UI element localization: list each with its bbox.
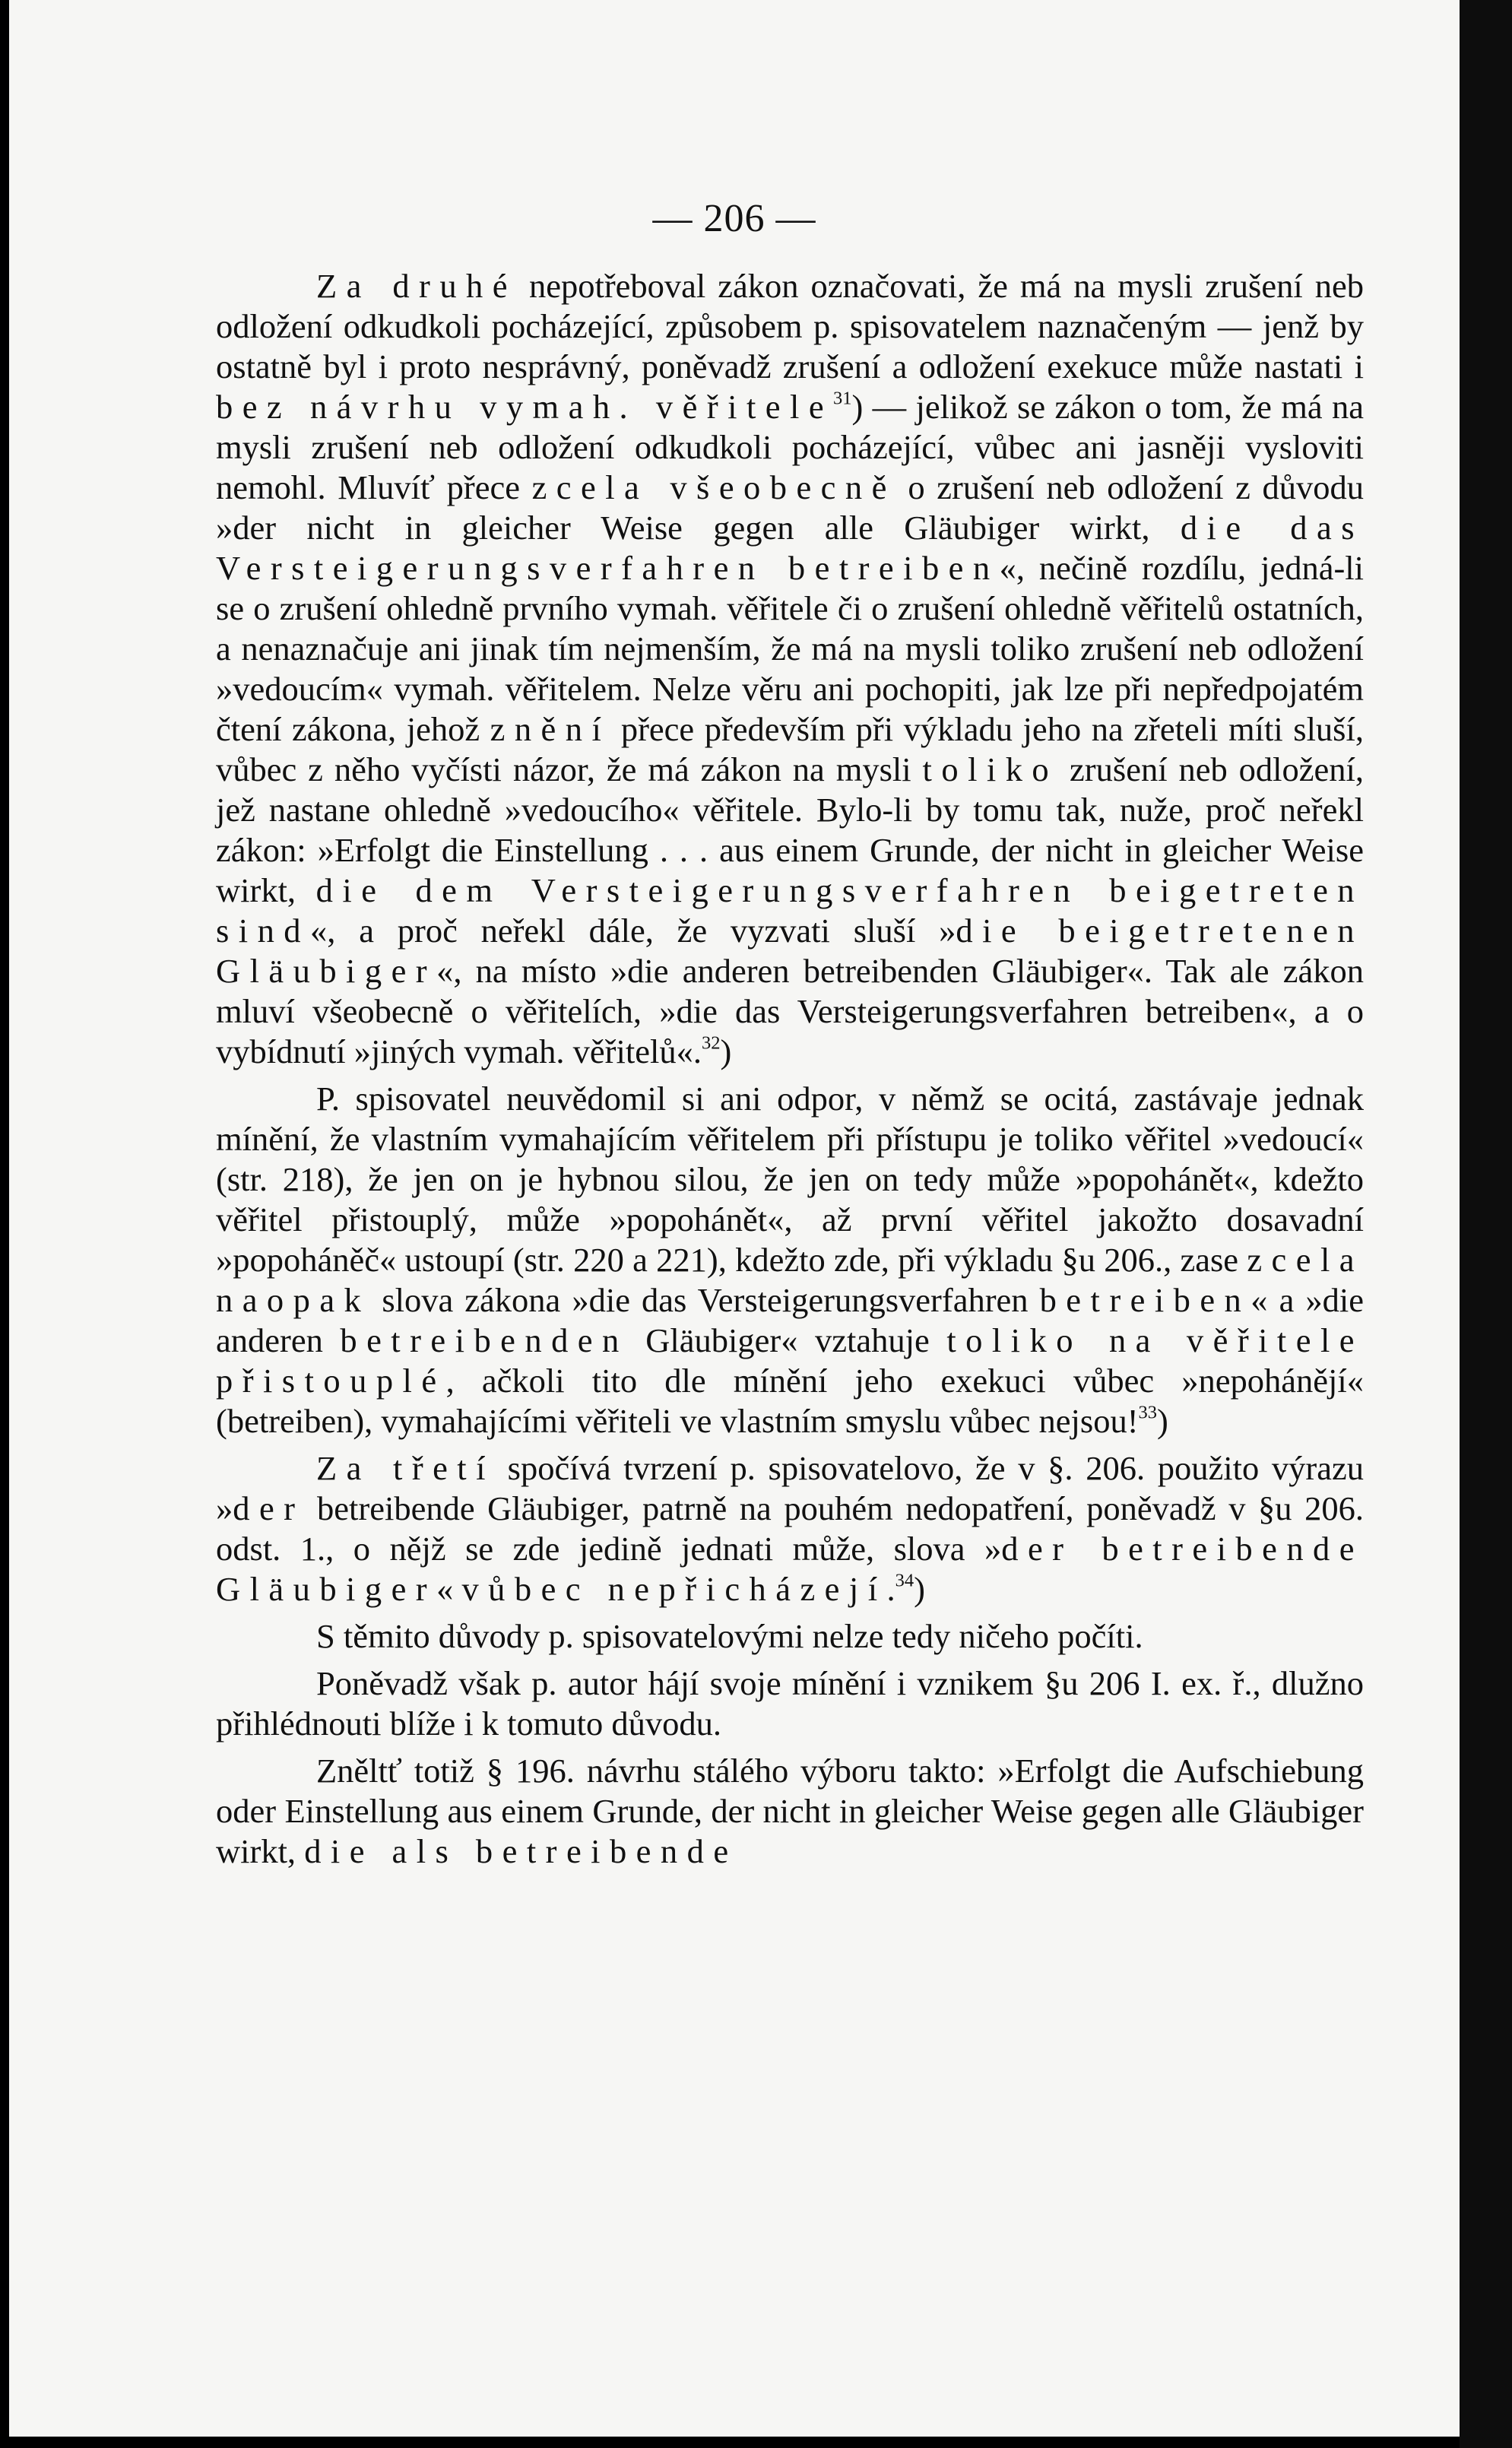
body-text bbox=[216, 266, 1364, 1879]
footnote-ref: 33 bbox=[1138, 1402, 1158, 1423]
text-run: «, nečině rozdílu, jedná-li se o zrušení ohledně prvního vymah. věřitele či o zrušení ohledně věřitelů ostatních, a nenaznačuje ani jinak tím nejmenším, že má na mysli toliko zrušení neb odložení »vedoucím« vymah. věřitelem. Nelze věru ani pochopiti, jak lze při nepředpojatém čtení zákona, jehož bbox=[216, 549, 1364, 748]
text-run: spočívá tvrzení p. spisovatelovo, že v §. 206. použito výrazu » bbox=[216, 1449, 1364, 1527]
footnote-ref: 32 bbox=[701, 1032, 721, 1054]
text-run: ) — jelikož se zákon o tom, že má na mysli zrušení neb odložení odkudkoli pocházející, vůbec ani jasněji vysloviti nemohl. Mluvíť přece bbox=[216, 388, 1364, 506]
text-run: Poněvadž však p. autor hájí svoje mínění i vznikem §u 206 I. ex. ř., dlužno přihlédnouti blíže i k tomuto důvodu. bbox=[216, 1664, 1364, 1742]
spaced-emphasis: der betreibende Gläubiger bbox=[216, 1530, 1364, 1608]
paragraph-p3 bbox=[216, 1448, 1364, 1609]
paragraph-p2 bbox=[216, 1079, 1364, 1441]
spaced-emphasis: vůbec nepřicházejí bbox=[461, 1570, 887, 1608]
footnote-ref: 31 bbox=[833, 388, 852, 409]
spaced-emphasis: die beigetretenen Gläubiger bbox=[216, 912, 1365, 990]
spaced-emphasis: die das Versteigerungsverfahren betreiben bbox=[216, 509, 1364, 587]
spaced-emphasis: toliko na věřitele přistouplé bbox=[216, 1321, 1364, 1400]
text-run: přece především při výkladu jeho na zřeteli míti sluší, vůbec z něho vyčísti názor, že má zákon na mysli bbox=[216, 710, 1364, 788]
spaced-emphasis: bez návrhu vymah. věřitele bbox=[216, 388, 834, 426]
spaced-emphasis: Za třetí bbox=[316, 1449, 495, 1487]
scan-border bbox=[1460, 0, 1512, 2448]
text-run: ) bbox=[1157, 1402, 1168, 1440]
paragraph-p6 bbox=[216, 1751, 1364, 1872]
text-run: Gläubiger« vztahuje bbox=[628, 1321, 947, 1359]
book-page bbox=[9, 0, 1460, 2437]
paragraph-p5 bbox=[216, 1663, 1364, 1744]
page-number: — 206 — bbox=[652, 197, 816, 240]
spaced-emphasis: die dem Versteigerungsverfahren beigetreten sind bbox=[216, 871, 1364, 950]
text-run: zrušení neb odložení, jež nastane ohledně »vedoucího« věřitele. Bylo-li by tomu tak, nuže, proč neřekl zákon: »Erfolgt die Einstellung . . . aus einem Grunde, der nicht in gleicher Weise wirkt, bbox=[216, 750, 1365, 909]
paragraph-p4 bbox=[216, 1616, 1364, 1657]
text-run: « a »die anderen bbox=[216, 1281, 1365, 1359]
paragraph-p1 bbox=[216, 266, 1364, 1072]
spaced-emphasis: Za druhé bbox=[316, 267, 517, 305]
spaced-emphasis: betreibenden bbox=[340, 1321, 629, 1359]
text-run: o zrušení neb odložení z důvodu »der nicht in gleicher Weise gegen alle Gläubiger wirkt, bbox=[216, 468, 1365, 547]
spaced-emphasis: zcela naopak bbox=[216, 1241, 1364, 1319]
text-run: S těmito důvody p. spisovatelovými nelze tedy ničeho počíti. bbox=[316, 1617, 1143, 1655]
spaced-emphasis: toliko bbox=[922, 750, 1059, 788]
text-run: Zněltť totiž § 196. návrhu stálého výboru takto: »Erfolgt die Aufschiebung oder Einstellung aus einem Grunde, der nicht in gleicher Weise gegen alle Gläubiger wirkt, bbox=[216, 1752, 1364, 1870]
text-run: nepotřeboval zákon označovati, že má na mysli zrušení neb odložení odkudkoli pocházející, způsobem p. spisovatelem naznačeným — jenž by ostatně byl i proto nesprávný, poněvadž zrušení a odložení exekuce může nastati i bbox=[216, 267, 1364, 385]
spaced-emphasis: der bbox=[233, 1489, 305, 1527]
spaced-emphasis: betreiben bbox=[1039, 1281, 1251, 1319]
text-run: ) bbox=[914, 1570, 925, 1608]
spaced-emphasis: zcela všeobecně bbox=[531, 468, 896, 506]
spaced-emphasis: znění bbox=[490, 710, 611, 748]
text-run: betreibende Gläubiger, patrně na pouhém nedopatření, poněvadž v §u 206. odst. 1., o nějž se zde jedině jednati může, slova » bbox=[216, 1489, 1364, 1568]
text-run: ) bbox=[720, 1032, 732, 1070]
text-run: , ačkoli tito dle mínění jeho exekuci vůbec »nepohánějí« (betreiben), vymahajícími věřiteli ve vlastním smyslu vůbec nejsou! bbox=[216, 1362, 1364, 1440]
footnote-ref: 34 bbox=[895, 1570, 914, 1591]
text-run: «, na místo »die anderen betreibenden Gläubiger«. Tak ale zákon mluví všeobecně o věřitelích, »die das Versteigerungsverfahren betreiben«, a o vybídnutí »jiných vymah. věřitelů«. bbox=[216, 952, 1364, 1070]
text-run: « bbox=[436, 1570, 462, 1608]
text-run: P. spisovatel neuvědomil si ani odpor, v němž se ocitá, zastávaje jednak mínění, že vlastním vymahajícím věřitelem při přístupu je toliko věřitel »vedoucí« (str. 218), že jen on je hybnou silou, že jen on tedy může »popohánět«, kdežto věřitel přistouplý, může »popohánět«, až první věřitel jakožto dosavadní »popoháněč« ustoupí (str. 220 a 221), kdežto zde, při výkladu §u 206., zase bbox=[216, 1080, 1364, 1279]
text-run: slova zákona »die das Versteigerungsverfahren bbox=[370, 1281, 1040, 1319]
spaced-emphasis: die als betreibende bbox=[304, 1832, 738, 1870]
text-run: «, a proč neřekl dále, že vyzvati sluší » bbox=[310, 912, 956, 950]
text-run: . bbox=[886, 1570, 895, 1608]
